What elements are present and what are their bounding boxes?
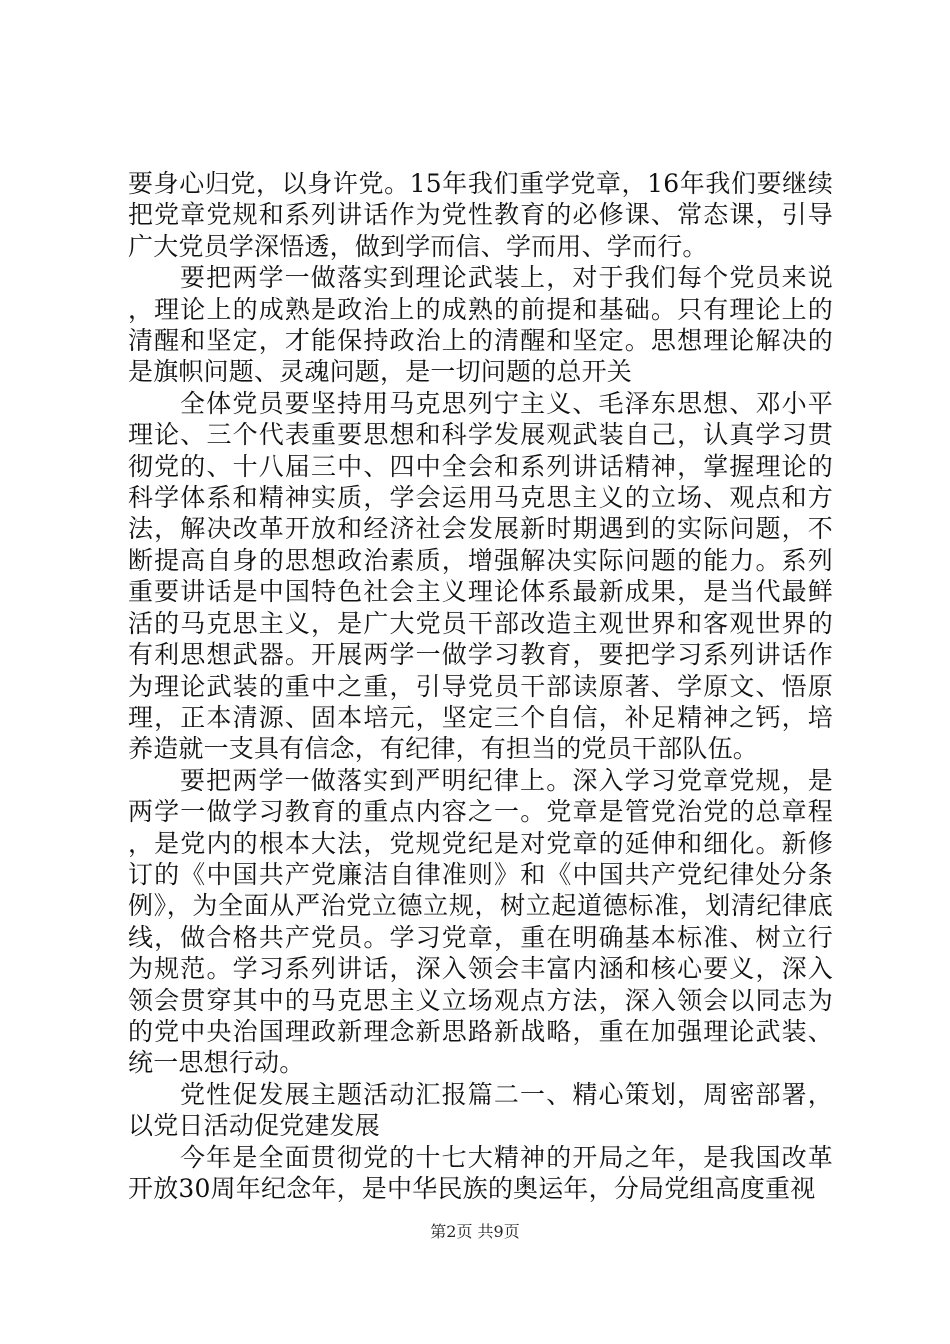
paragraph-5-heading: 党性促发展主题活动汇报篇二一、精心策划，周密部署，以党日活动促党建发展 <box>128 1079 833 1141</box>
page-number-footer: 第2页 共9页 <box>430 1222 520 1241</box>
paragraph-2: 要把两学一做落实到理论武装上，对于我们每个党员来说，理论上的成熟是政治上的成熟的前提和基础。只有理论上的清醒和坚定，才能保持政治上的清醒和坚定。思想理论解决的是旗帜问题、灵魂问题，是一切问题的总开关 <box>128 263 833 387</box>
paragraph-6: 今年是全面贯彻党的十七大精神的开局之年，是我国改革开放30周年纪念年，是中华民族的奥运年，分局党组高度重视 <box>128 1142 833 1203</box>
paragraph-4: 要把两学一做落实到严明纪律上。深入学习党章党规，是两学一做学习教育的重点内容之一。党章是管党治党的总章程，是党内的根本大法，党规党纪是对党章的延伸和细化。新修订的《中国共产党廉洁自律准则》和《中国共产党纪律处分条例》，为全面从严治党立德立规，树立起道德标准，划清纪律底线，做合格共产党员。学习党章，重在明确基本标准、树立行为规范。学习系列讲话，深入领会丰富内涵和核心要义，深入领会贯穿其中的马克思主义立场观点方法，深入领会以同志为的党中央治国理政新理念新思路新战略，重在加强理论武装、统一思想行动。 <box>128 765 833 1078</box>
paragraph-1: 要身心归党，以身许党。15年我们重学党章，16年我们要继续把党章党规和系列讲话作为党性教育的必修课、常态课，引导广大党员学深悟透，做到学而信、学而用、学而行。 <box>128 169 833 261</box>
document-body <box>128 168 833 1204</box>
paragraph-3: 全体党员要坚持用马克思列宁主义、毛泽东思想、邓小平理论、三个代表重要思想和科学发展观武装自己，认真学习贯彻党的、十八届三中、四中全会和系列讲话精神，掌握理论的科学体系和精神实质，学会运用马克思主义的立场、观点和方法，解决改革开放和经济社会发展新时期遇到的实际问题，不断提高自身的思想政治素质，增强解决实际问题的能力。系列重要讲话是中国特色社会主义理论体系最新成果，是当代最鲜活的马克思主义，是广大党员干部改造主观世界和客观世界的有利思想武器。开展两学一做学习教育，要把学习系列讲话作为理论武装的重中之重，引导党员干部读原著、学原文、悟原理，正本清源、固本培元，坚定三个自信，补足精神之钙，培养造就一支具有信念，有纪律，有担当的党员干部队伍。 <box>128 388 833 764</box>
